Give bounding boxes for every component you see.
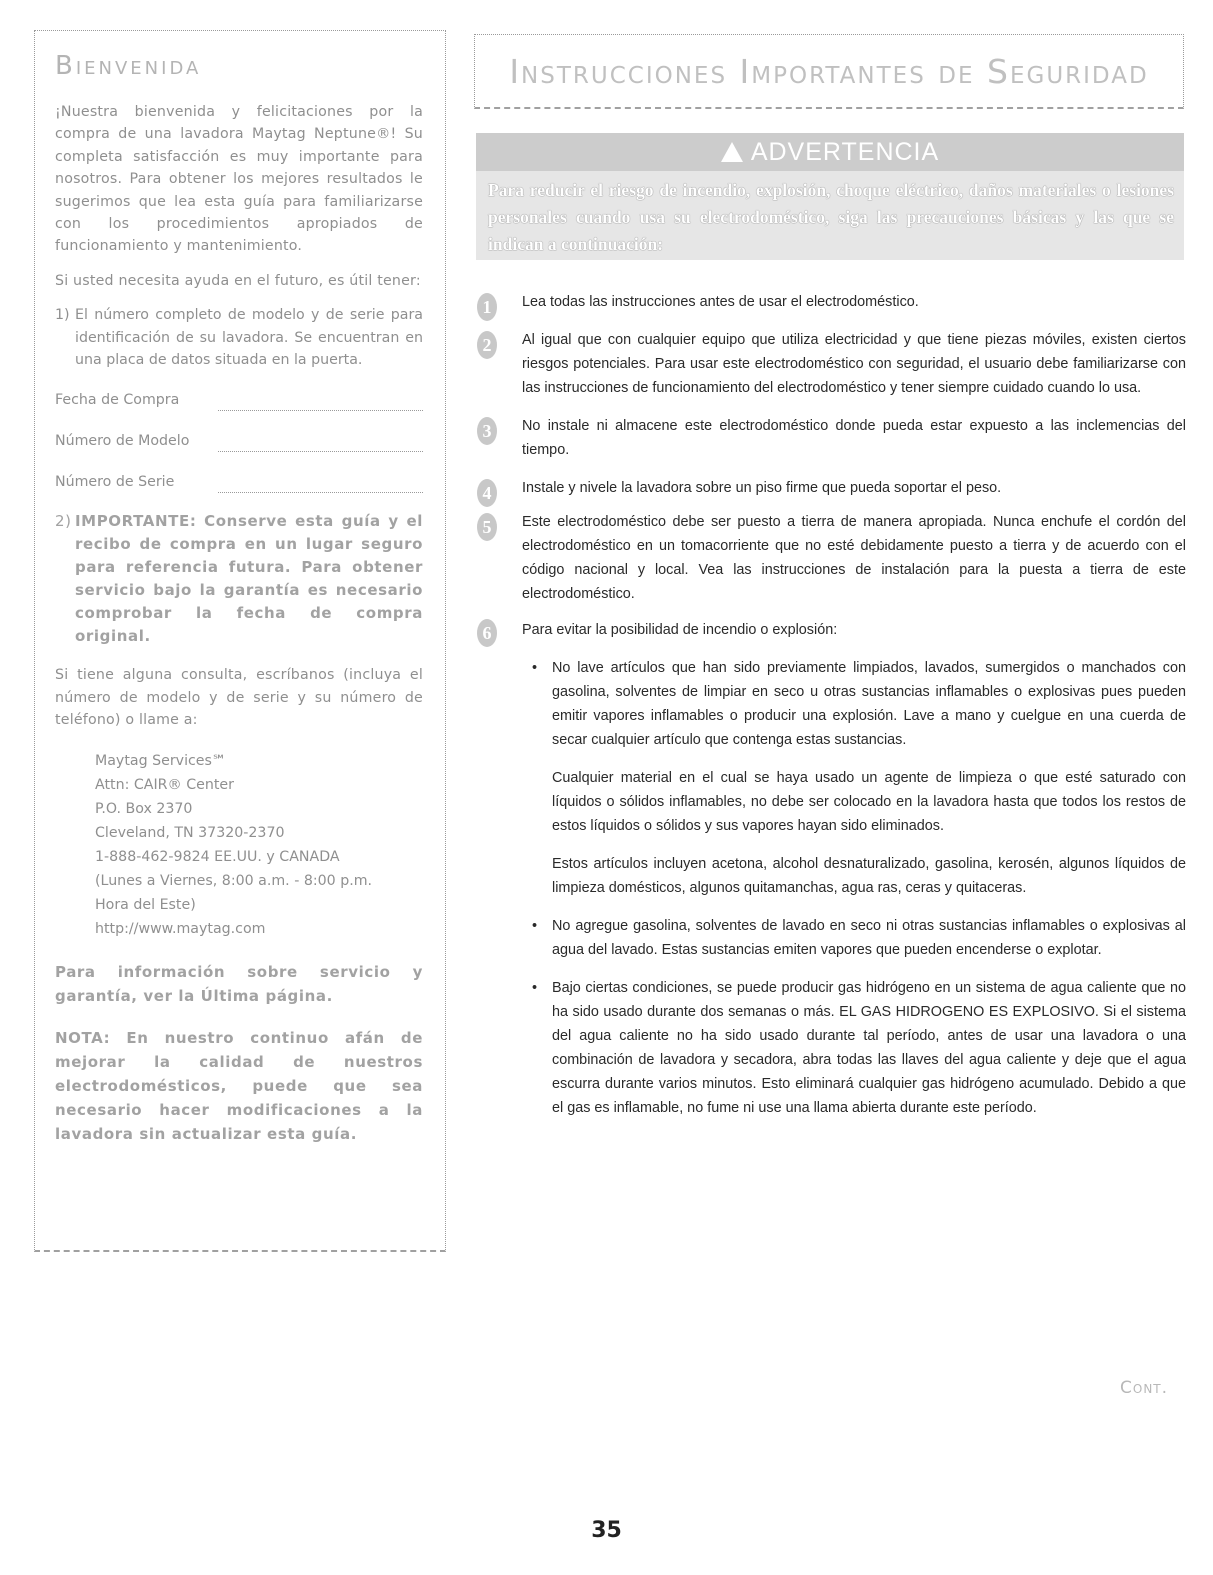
nota-paragraph: NOTA: En nuestro continuo afán de mejorar la calidad de nuestros electrodomésticos, puede que sea necesario hacer modificaciones a la lavadora sin actualizar esta guía. (55, 1028, 423, 1143)
welcome-paragraph: ¡Nuestra bienvenida y felicitaciones por la compra de una lavadora Maytag Neptune®! Su completa satisfacción es muy importante para nosotros. Para obtener los mejores resultados le sugerimos que lea esta guía para familiarizarse con los procedimientos apropiados de funcionamiento y mantenimiento. (55, 104, 423, 255)
serial-number-field (55, 469, 423, 493)
bullet-text: No lave artículos que han sido previamente limpiados, lavados, sumergidos o manchados con gasolina, solventes de limpiar en seco u otras sustancias inflamables o explosivas pues pueden emitir vapores inflamables o producir una explosión. Lave a mano y cuelgue en una cuerda de secar cualquier artículo que contenga estas sustancias. (552, 660, 1186, 748)
fire-intro: Para evitar la posibilidad de incendio o explosión: (522, 622, 838, 638)
warning-box (476, 133, 1184, 260)
continued-label: Cont. (1120, 1378, 1169, 1398)
list-item (474, 976, 1186, 1120)
warning-header (476, 133, 1184, 171)
safety-instructions (474, 290, 1186, 1120)
page-title: Instrucciones Importantes de Seguridad (509, 51, 1149, 91)
bullet-icon: • (532, 918, 538, 934)
bullet-paragraph: Cualquier material en el cual se haya usado un agente de limpieza o que esté saturado con líquidos o sólidos inflamables, no debe ser colocado en la lavadora hasta que todos los restos de estos líquidos o sólidos y sus vapores hayan sido eliminados. (552, 770, 1186, 834)
list-item (55, 510, 423, 648)
list-item-number: 2) (55, 512, 72, 531)
warning-label: ADVERTENCIA (750, 137, 940, 166)
list-item-text: El número completo de modelo y de serie para identificación de su lavadora. Se encuentran en una placa de datos situada en la puerta. (75, 307, 423, 369)
bullet-icon: • (532, 660, 538, 676)
contact-paragraph: Si tiene alguna consulta, escríbanos (incluya el número de modelo y de serie y su número de teléfono) o llame a: (55, 667, 423, 729)
instruction-step (474, 414, 1186, 462)
step-number-icon (476, 416, 498, 446)
serial-number-line (218, 477, 423, 493)
step-number: 6 (482, 623, 492, 643)
bullet-icon: • (532, 980, 538, 996)
step-number-icon (476, 478, 498, 508)
step-number: 2 (482, 335, 492, 355)
step-number-icon (476, 330, 498, 360)
address-line: P.O. Box 2370 (95, 800, 193, 817)
step-text: No instale ni almacene este electrodoméstico donde pueda estar expuesto a las inclemencias del tiempo. (522, 418, 1186, 458)
address-line: Maytag Services℠ (95, 752, 227, 769)
model-number-line (218, 436, 423, 452)
address-line: Attn: CAIR® Center (95, 776, 234, 793)
bullet-text: Bajo ciertas condiciones, se puede producir gas hidrógeno en un sistema de agua caliente que no ha sido usado durante dos semanas o más. EL GAS HIDROGENO ES EXPLOSIVO. Si el sistema del agua caliente no ha sido usado durante tal período, antes de usar una lavadora o una combinación de lavadora y secadora, abra todas las llaves del agua caliente y deje que el agua escurra durante varios minutos. Esto eliminará cualquier gas hidrógeno acumulado. Debido a que el gas es inflamable, no fume ni use una llama abierta durante este período. (552, 980, 1186, 1116)
sidebar-title: Bienvenida (55, 51, 202, 81)
instruction-step (474, 476, 1186, 503)
step-number-icon (476, 292, 498, 322)
step-text: Al igual que con cualquier equipo que utiliza electricidad y que tiene piezas móviles, existen ciertos riesgos potenciales. Para usar este electrodoméstico con seguridad, el usuario debe familiarizarse con las instrucciones de funcionamiento del electrodoméstico y tener siempre cuidado cuando lo usa. (522, 332, 1186, 396)
serial-number-label: Número de Serie (55, 474, 175, 491)
step-text: Este electrodoméstico debe ser puesto a tierra de manera apropiada. Nunca enchufe el cordón del electrodoméstico en un tomacorriente que no esté debidamente puesto a tierra y de acuerdo con el código nacional y local. Vea las instrucciones de instalación para la puesta a tierra de este electrodoméstico. (522, 514, 1186, 602)
step-number-icon (476, 512, 498, 542)
address-line: (Lunes a Viernes, 8:00 a.m. - 8:00 p.m. (95, 872, 373, 889)
warning-icon (721, 142, 743, 162)
list-item (55, 304, 423, 371)
step-number: 4 (482, 483, 492, 503)
page-number: 35 (591, 1518, 622, 1543)
step-text: Lea todas las instrucciones antes de usar el electrodoméstico. (522, 294, 919, 310)
address-line: Hora del Este) (95, 896, 196, 913)
step-text: Instale y nivele la lavadora sobre un piso firme que pueda soportar el peso. (522, 480, 1002, 496)
warning-text: Para reducir el riesgo de incendio, explosión, choque eléctrico, daños materiales o lesiones personales cuando usa su electrodoméstico, siga las precauciones básicas y las que se indican a continuación: (488, 180, 1174, 254)
bullet-paragraph: Estos artículos incluyen acetona, alcohol desnaturalizado, gasolina, kerosén, algunos líquidos de limpieza domésticos, algunos quitamanchas, agua ras, ceras y quitaceras. (552, 856, 1186, 896)
welcome-sidebar (34, 30, 446, 1252)
website-link[interactable]: http://www.maytag.com (95, 920, 266, 937)
step-number: 3 (482, 421, 492, 441)
step-number: 1 (482, 297, 492, 317)
list-item-number: 1) (55, 307, 70, 324)
help-paragraph: Si usted necesita ayuda en el futuro, es útil tener: (55, 272, 421, 289)
list-item (474, 914, 1186, 962)
safety-title-box (474, 34, 1184, 109)
address-line: 1-888-462-9824 EE.UU. y CANADA (95, 848, 340, 865)
purchase-date-line (218, 395, 423, 411)
list-item (474, 656, 1186, 752)
address-line: Cleveland, TN 37320-2370 (95, 824, 285, 841)
list-item-text: IMPORTANTE: Conserve esta guía y el recibo de compra en un lugar seguro para referencia futura. Para obtener servicio bajo la garantía es necesario comprobar la fecha de compra original. (75, 512, 423, 646)
instruction-step (474, 290, 1186, 317)
purchase-date-field (55, 387, 423, 411)
purchase-date-label: Fecha de Compra (55, 392, 180, 409)
service-note: Para información sobre servicio y garantía, ver la Última página. (55, 962, 423, 1005)
instruction-step (474, 328, 1186, 400)
bullet-text: No agregue gasolina, solventes de lavado en seco ni otras sustancias inflamables o explosivas al agua del lavado. Estas sustancias emiten vapores que pueden encenderse o explotar. (552, 918, 1186, 958)
step-number: 5 (482, 517, 492, 537)
model-number-field (55, 428, 423, 452)
step-number-icon (476, 618, 498, 648)
contact-address (95, 750, 423, 942)
model-number-label: Número de Modelo (55, 433, 190, 450)
